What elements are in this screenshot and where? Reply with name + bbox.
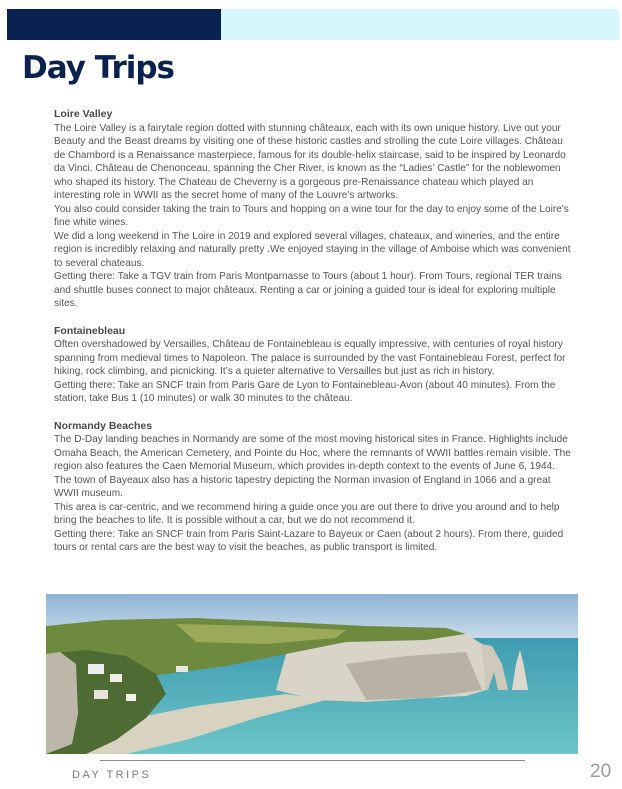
footer-rule: [100, 760, 525, 761]
footer-label: DAY TRIPS: [72, 769, 152, 781]
normandy-cliffs-photo: [46, 594, 578, 754]
page-number: 20: [590, 761, 612, 782]
paragraph: The Loire Valley is a fairytale region dotted with stunning châteaux, each with its own unique history. Live out your Beauty and the Beast dreams by visiting one of these historic castles and strolling the cute Loire villages. Château de Chambord is a Renaissance masterpiece, famous for its double-helix staircase, said to be inspired by Leonardo da Vinci. Château de Chenonceau, spanning the Cher River, is known as the “Ladies’ Castle” for the noblewomen who shaped its history. The Chateau de Cheverny is a gorgeous pre-Renaissance chateau which played an interesting role in WWII as the secret home of many of the Louvre's artworks.: [54, 122, 566, 201]
section-heading: Fontainebleau: [54, 324, 126, 337]
building: [110, 674, 122, 682]
paragraph: Getting there: Take a TGV train from Paris Montparnasse to Tours (about 1 hour). From Tours, regional TER trains and shuttle buses connect to major châteaux. Renting a car or joining a guided tour is ideal for exploring multiple sites.: [54, 271, 562, 309]
building: [176, 666, 188, 672]
section-normandy-beaches: [54, 420, 574, 555]
article-body: [54, 108, 574, 569]
building: [88, 664, 104, 674]
building: [94, 690, 108, 699]
paragraph: This area is car-centric, and we recommend hiring a guide once you are out there to drive you around and to help bring the beaches to life. It is possible without a car, but we do not recommend it.: [54, 501, 560, 526]
section-fontainebleau: [54, 325, 574, 406]
header-band-dark: [7, 9, 221, 40]
header-band-light: [221, 9, 619, 40]
page-title: Day Trips: [22, 50, 174, 86]
section-heading: Loire Valley: [54, 108, 113, 120]
paragraph: You also could consider taking the train to Tours and hopping on a wine tour for the day to enjoy some of the Loire's fine white wines.: [54, 203, 569, 228]
paragraph: We did a long weekend in The Loire in 2019 and explored several villages, chateaux, and wineries, and the entire region is incredibly relaxing and naturally pretty .We enjoyed staying in the village of Amboise which was convenient to several chateaus.: [54, 230, 571, 269]
paragraph: Getting there: Take an SNCF train from Paris Gare de Lyon to Fontainebleau-Avon (about 40 minutes). From the station, take Bus 1 (10 minutes) or walk 30 minutes to the château.: [54, 379, 556, 404]
paragraph: Often overshadowed by Versailles, Château de Fontainebleau is equally impressive, with centuries of royal history spanning from medieval times to Napoleon. The palace is surrounded by the vast Fontainebleau Forest, perfect for hiking, rock climbing, and picnicking. It’s a quieter alternative to Versailles but just as rich in history.: [54, 339, 566, 377]
section-heading: Normandy Beaches: [54, 419, 153, 432]
paragraph: Getting there: Take an SNCF train from Paris Saint-Lazare to Bayeux or Caen (about 2 hours). From there, guided tours or rental cars are the best way to visit the beaches, as public transport is limited.: [54, 528, 564, 553]
section-loire-valley: [54, 108, 574, 311]
building: [126, 694, 136, 701]
paragraph: The D-Day landing beaches in Normandy are some of the most moving historical sites in France. Highlights include Omaha Beach, the American Cemetery, and Pointe du Hoc, where the remnants of WWII battles remain visible. The region also features the Caen Memorial Museum, which provides in-depth context to the events of June 6, 1944. The town of Bayeaux also has a historic tapestry depicting the Norman invasion of England in 1066 and a great WWII museum.: [54, 434, 571, 499]
